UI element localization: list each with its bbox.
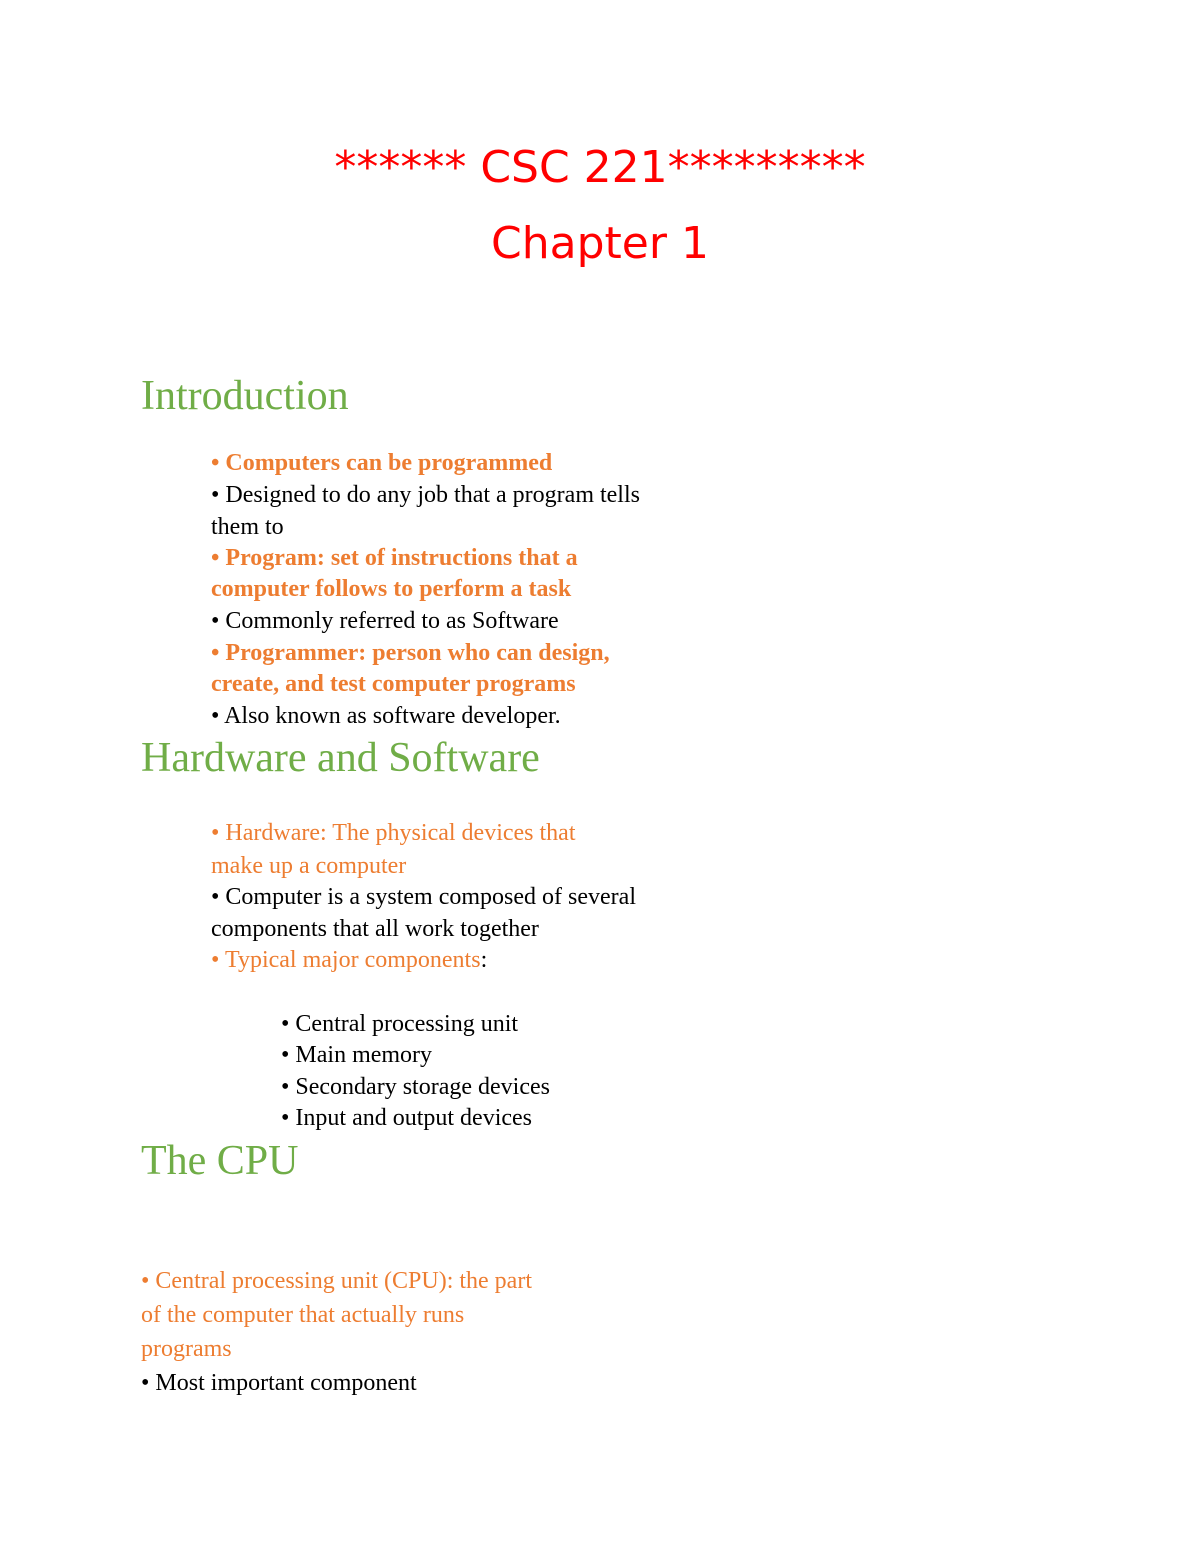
typical-components-label: • Typical major components — [211, 947, 481, 973]
component-item-storage: • Secondary storage devices — [281, 1074, 550, 1100]
intro-line-3: them to — [211, 514, 284, 540]
intro-line-9: • Also known as software developer. — [211, 703, 561, 729]
heading-hardware-software: Hardware and Software — [141, 735, 540, 781]
chapter-title: Chapter 1 — [491, 218, 709, 269]
cpu-line-4: • Most important component — [141, 1370, 417, 1396]
heading-introduction: Introduction — [141, 373, 349, 419]
course-title: ****** CSC 221********* — [334, 142, 866, 193]
component-item-cpu: • Central processing unit — [281, 1011, 519, 1037]
heading-cpu: The CPU — [141, 1138, 299, 1184]
cpu-line-1: • Central processing unit (CPU): the part — [141, 1268, 532, 1294]
hardware-line-3: • Computer is a system composed of several — [211, 884, 636, 910]
intro-line-2: • Designed to do any job that a program tells — [211, 482, 640, 508]
intro-line-6: • Commonly referred to as Software — [211, 608, 559, 634]
component-item-memory: • Main memory — [281, 1042, 433, 1068]
hardware-line-2: make up a computer — [211, 853, 407, 879]
intro-line-8: create, and test computer programs — [211, 671, 576, 697]
cpu-line-3: programs — [141, 1336, 232, 1362]
colon: : — [480, 947, 488, 973]
hardware-line-1: • Hardware: The physical devices that — [211, 820, 576, 846]
cpu-line-2: of the computer that actually runs — [141, 1302, 465, 1328]
intro-line-1: • Computers can be programmed — [211, 450, 553, 476]
intro-line-7: • Programmer: person who can design, — [211, 640, 610, 666]
hardware-line-5 — [211, 944, 487, 976]
hardware-line-4: components that all work together — [211, 916, 539, 942]
component-item-io: • Input and output devices — [281, 1105, 533, 1131]
intro-line-5: computer follows to perform a task — [211, 576, 572, 602]
intro-line-4: • Program: set of instructions that a — [211, 545, 578, 571]
